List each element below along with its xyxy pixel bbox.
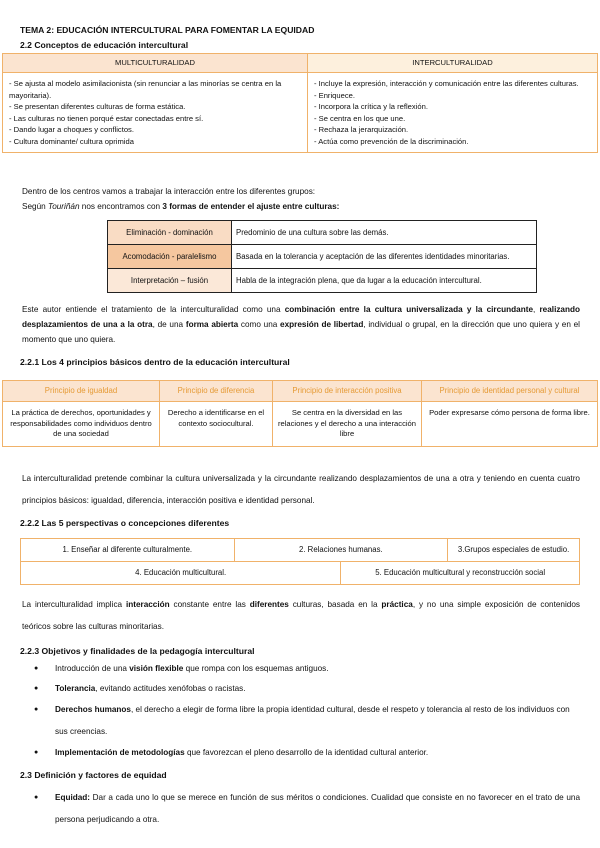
form-description: Predominio de una cultura sobre las demás. <box>232 221 537 245</box>
list-item: - Dando lugar a choques y conflictos. <box>9 125 134 134</box>
list-item: - Actúa como prevención de la discriminación. <box>314 136 469 146</box>
perspectives-table <box>20 538 580 585</box>
perspective-cell: 4. Educación multicultural. <box>21 562 341 585</box>
section-heading-2-3: 2.3 Definición y factores de equidad <box>20 770 167 780</box>
list-item: - Enriquece. <box>314 90 355 100</box>
perspective-cell: 5. Educación multicultural y reconstrucción social <box>341 562 580 585</box>
list-item: - Incluye la expresión, interacción y comunicación entre las diferentes culturas. <box>314 79 579 88</box>
form-name: Acomodación - paralelismo <box>108 245 232 269</box>
list-item: - Se centra en los que une. <box>314 113 406 123</box>
intro-line-1: Dentro de los centros vamos a trabajar la interacción entre los diferentes grupos: <box>22 187 316 196</box>
principle-header: Principio de interacción positiva <box>273 381 422 402</box>
intro-line-2: Según Touriñán nos encontramos con 3 formas de entender el ajuste entre culturas: <box>22 202 340 211</box>
section-heading-2-2-2: 2.2.2 Las 5 perspectivas o concepciones diferentes <box>20 518 230 528</box>
perspective-cell: 1. Enseñar al diferente culturalmente. <box>21 539 235 562</box>
form-description: Basada en la tolerancia y aceptación de las diferentes identidades minoritarias. <box>232 245 537 269</box>
principle-header: Principio de identidad personal y cultural <box>422 381 598 402</box>
list-item: ● Implementación de metodologías que favorezcan el pleno desarrollo de la identidad cultural anterior. <box>40 743 580 763</box>
perspective-cell: 2. Relaciones humanas. <box>234 539 448 562</box>
list-item: ● Equidad: Dar a cada uno lo que se merece en función de sus méritos o condiciones. Cualidad que consiste en no favorecer en el trato de una persona perjudicando a otra. <box>40 787 580 831</box>
principle-cell: Poder expresarse cómo persona de forma libre. <box>422 402 598 447</box>
section-heading-2-2-1: 2.2.1 Los 4 principios básicos dentro de la educación intercultural <box>20 357 290 367</box>
principles-table <box>2 380 598 447</box>
interculturalidad-cell <box>308 73 598 153</box>
interculturalidad-header: INTERCULTURALIDAD <box>308 54 598 73</box>
list-item: ● Tolerancia, evitando actitudes xenófobas o racistas. <box>40 679 580 699</box>
form-name: Interpretación – fusión <box>108 269 232 293</box>
section-heading-2-2: 2.2 Conceptos de educación intercultural <box>20 40 189 50</box>
form-description: Habla de la integración plena, que da lugar a la educación intercultural. <box>232 269 537 293</box>
principle-cell: Derecho a identificarse en el contexto sociocultural. <box>160 402 273 447</box>
principle-header: Principio de diferencia <box>160 381 273 402</box>
forms-table <box>107 220 537 293</box>
author-name: Touriñán <box>47 202 80 211</box>
list-item: - Se ajusta al modelo asimilacionista (sin renunciar a las minorías se centra en la mayoritaria). <box>9 79 282 100</box>
list-item: - Incorpora la crítica y la reflexión. <box>314 102 428 111</box>
principle-cell: Se centra en la diversidad en las relaciones y el derecho a una interacción libre <box>273 402 422 447</box>
list-item: - Las culturas no tienen porqué estar conectadas entre sí. <box>9 113 204 123</box>
objectives-list <box>40 659 580 763</box>
list-item: - Rechaza la jerarquización. <box>314 125 409 134</box>
multiculturalidad-cell <box>3 73 308 153</box>
multiculturalidad-header: MULTICULTURALIDAD <box>3 54 308 73</box>
form-name: Eliminación - dominación <box>108 221 232 245</box>
list-item: - Se presentan diferentes culturas de forma estática. <box>9 102 186 111</box>
document-title: TEMA 2: EDUCACIÓN INTERCULTURAL PARA FOMENTAR LA EQUIDAD <box>20 25 315 35</box>
section-heading-2-2-3: 2.2.3 Objetivos y finalidades de la pedagogía intercultural <box>20 646 255 656</box>
list-item: ● Derechos humanos, el derecho a elegir de forma libre la propia identidad cultural, desde el respeto y tolerancia al resto de los individuos con sus creencias. <box>40 699 580 743</box>
principle-header: Principio de igualdad <box>3 381 160 402</box>
comparison-table <box>2 53 598 153</box>
author-paragraph: Este autor entiende el tratamiento de la interculturalidad como una combinación entre la cultura universalizada y la circundante, realizando desplazamientos de una a la otra, de una forma abierta como una expresión de libertad, individual o grupal, en la dirección que uno quiera y en el momento que uno quiera. <box>22 305 580 344</box>
principle-cell: La práctica de derechos, oportunidades y responsabilidades como individuos dentro de una sociedad <box>3 402 160 447</box>
list-item: ● Introducción de una visión flexible que rompa con los esquemas antiguos. <box>40 659 580 679</box>
equity-list <box>40 787 580 831</box>
list-item: - Cultura dominante/ cultura oprimida <box>9 136 134 146</box>
perspective-cell: 3.Grupos especiales de estudio. <box>448 539 580 562</box>
perspectives-paragraph: La interculturalidad implica interacción constante entre las diferentes culturas, basada en la práctica, y no una simple exposición de contenidos teóricos sobre las culturas minoritarias. <box>22 600 580 631</box>
principles-paragraph: La interculturalidad pretende combinar la cultura universalizada y la circundante realizando desplazamientos de una a otra y teniendo en cuenta cuatro principios básicos: igualdad, diferencia, interacción positiva e identidad personal. <box>22 474 580 505</box>
